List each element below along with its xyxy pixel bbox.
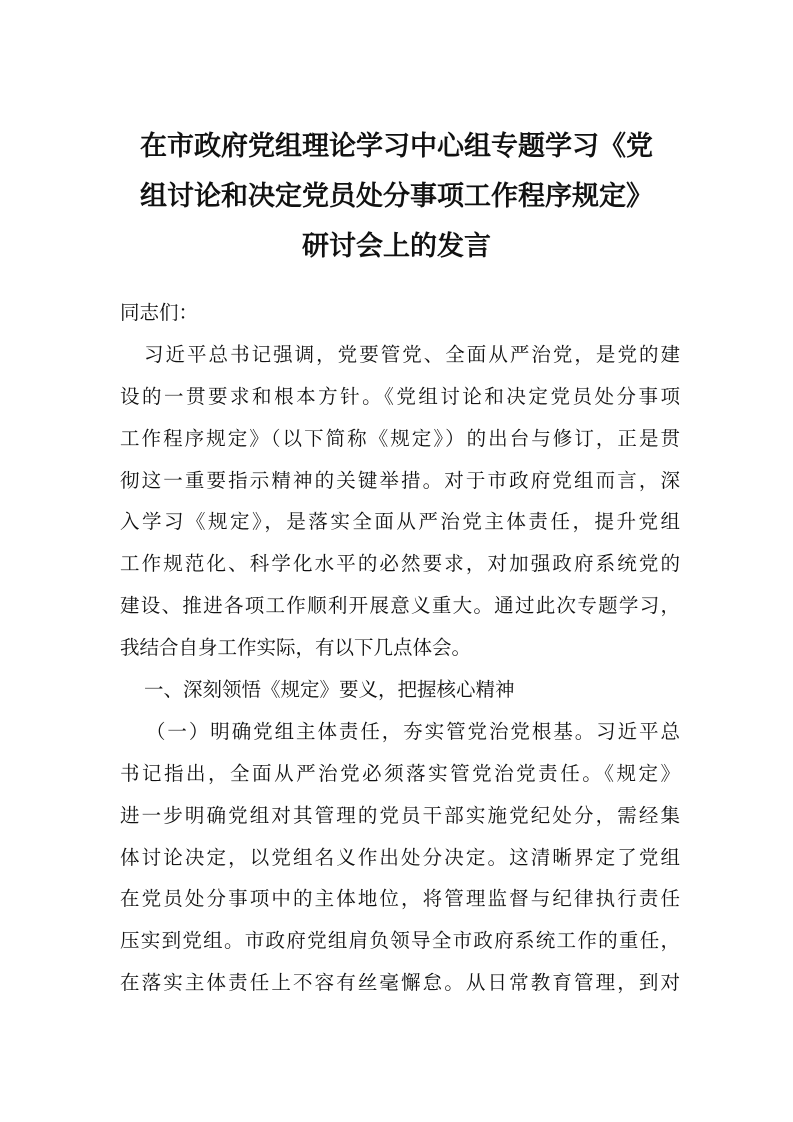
paragraph-section1 [120,711,680,1004]
paragraph-line: 我结合自身工作实际，有以下几点体会。 [120,636,472,660]
title-line: 在市政府党组理论学习中心组专题学习《党 [140,131,653,162]
paragraph-line: （一）明确党组主体责任，夯实管党治党根基。习近平总 [146,719,680,743]
title-line: 研讨会上的发言 [302,231,491,262]
paragraph-line: 在落实主体责任上不容有丝毫懈怠。从日常教育管理，到对 [120,971,680,995]
paragraph-line: 彻这一重要指示精神的关键举措。对于市政府党组而言，深 [120,468,680,492]
paragraph-line: 书记指出，全面从严治党必须落实管党治党责任。《规定》 [120,761,680,785]
paragraph-line: 建设、推进各项工作顺利开展意义重大。通过此次专题学习， [120,594,680,618]
section-heading: 一、深刻领悟《规定》要义，把握核心精神 [144,678,515,702]
paragraph-line: 入学习《规定》，是落实全面从严治党主体责任，提升党组 [120,510,680,534]
paragraph-line: 在党员处分事项中的主体地位，将管理监督与纪律执行责任 [120,887,680,911]
paragraph-line: 体讨论决定，以党组名义作出处分决定。这清晰界定了党组 [120,845,680,869]
document-title [100,122,693,272]
paragraph-line: 设的一贯要求和根本方针。《党组讨论和决定党员处分事项 [120,384,680,408]
paragraph-line: 压实到党组。市政府党组肩负领导全市政府系统工作的重任， [120,929,680,953]
paragraph-line: 工作规范化、科学化水平的必然要求，对加强政府系统党的 [120,552,680,576]
document-body [120,292,680,1004]
paragraph-line: 进一步明确党组对其管理的党员干部实施党纪处分，需经集 [120,803,680,827]
paragraph-line: 工作程序规定》（以下简称《规定》）的出台与修订，正是贯 [120,426,680,450]
salutation: 同志们： [120,301,199,324]
paragraph-line: 习近平总书记强调，党要管党、全面从严治党，是党的建 [144,342,680,366]
title-line: 组讨论和决定党员处分事项工作程序规定》 [140,181,653,212]
paragraph-intro [120,334,680,669]
